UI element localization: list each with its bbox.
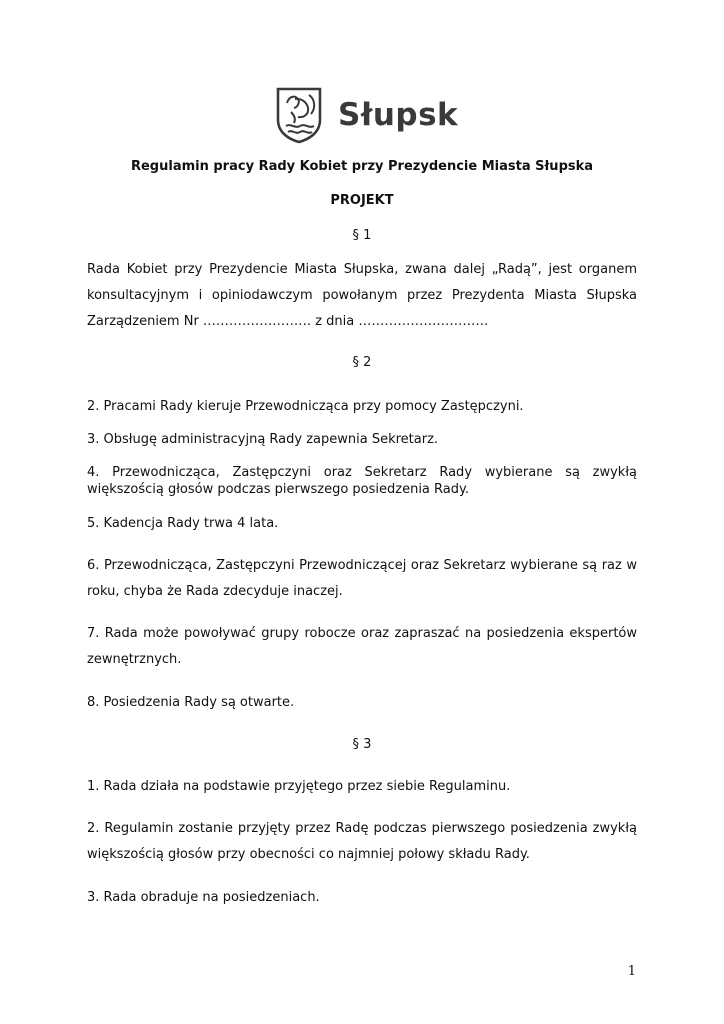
coat-of-arms-icon (274, 86, 324, 144)
section-2-item: 7. Rada może powoływać grupy robocze oraz zapraszać na posiedzenia ekspertów zewnętrznych. (87, 626, 637, 667)
section-1-paragraph: Rada Kobiet przy Prezydencie Miasta Słupska, zwana dalej „Radą”, jest organem konsultacyjnym i opiniodawczym powołanym przez Prezydenta Miasta Słupska Zarządzeniem Nr ……………………. z dnia ………………………… (87, 262, 637, 329)
section-3-item: 2. Regulamin zostanie przyjęty przez Radę podczas pierwszego posiedzenia zwykłą większością głosów przy obecności co najmniej połowy składu Rady. (87, 821, 637, 862)
section-2-item: 2. Pracami Rady kieruje Przewodnicząca przy pomocy Zastępczyni. (87, 399, 524, 414)
section-2-item: 8. Posiedzenia Rady są otwarte. (87, 695, 295, 710)
city-name: Słupsk (338, 97, 459, 133)
section-1-heading: § 1 (352, 228, 372, 243)
section-3-item: 3. Rada obraduje na posiedzeniach. (87, 890, 320, 905)
section-2-item: 4. Przewodnicząca, Zastępczyni oraz Sekretarz Rady wybierane są zwykłą większością głosów podczas pierwszego posiedzenia Rady. (87, 465, 637, 497)
section-2-item: 6. Przewodnicząca, Zastępczyni Przewodniczącej oraz Sekretarz wybierane są raz w roku, chyba że Rada zdecyduje inaczej. (87, 558, 637, 599)
document-status: PROJEKT (330, 193, 394, 208)
section-2-item: 3. Obsługę administracyjną Rady zapewnia Sekretarz. (87, 432, 439, 447)
page-number: 1 (627, 964, 636, 979)
section-3-heading: § 3 (352, 737, 372, 752)
document-title: Regulamin pracy Rady Kobiet przy Prezydencie Miasta Słupska (130, 159, 594, 174)
section-3-item: 1. Rada działa na podstawie przyjętego przez siebie Regulaminu. (87, 779, 511, 794)
section-2-item: 5. Kadencja Rady trwa 4 lata. (87, 516, 279, 531)
city-logo (274, 86, 458, 144)
section-2-heading: § 2 (352, 355, 372, 370)
